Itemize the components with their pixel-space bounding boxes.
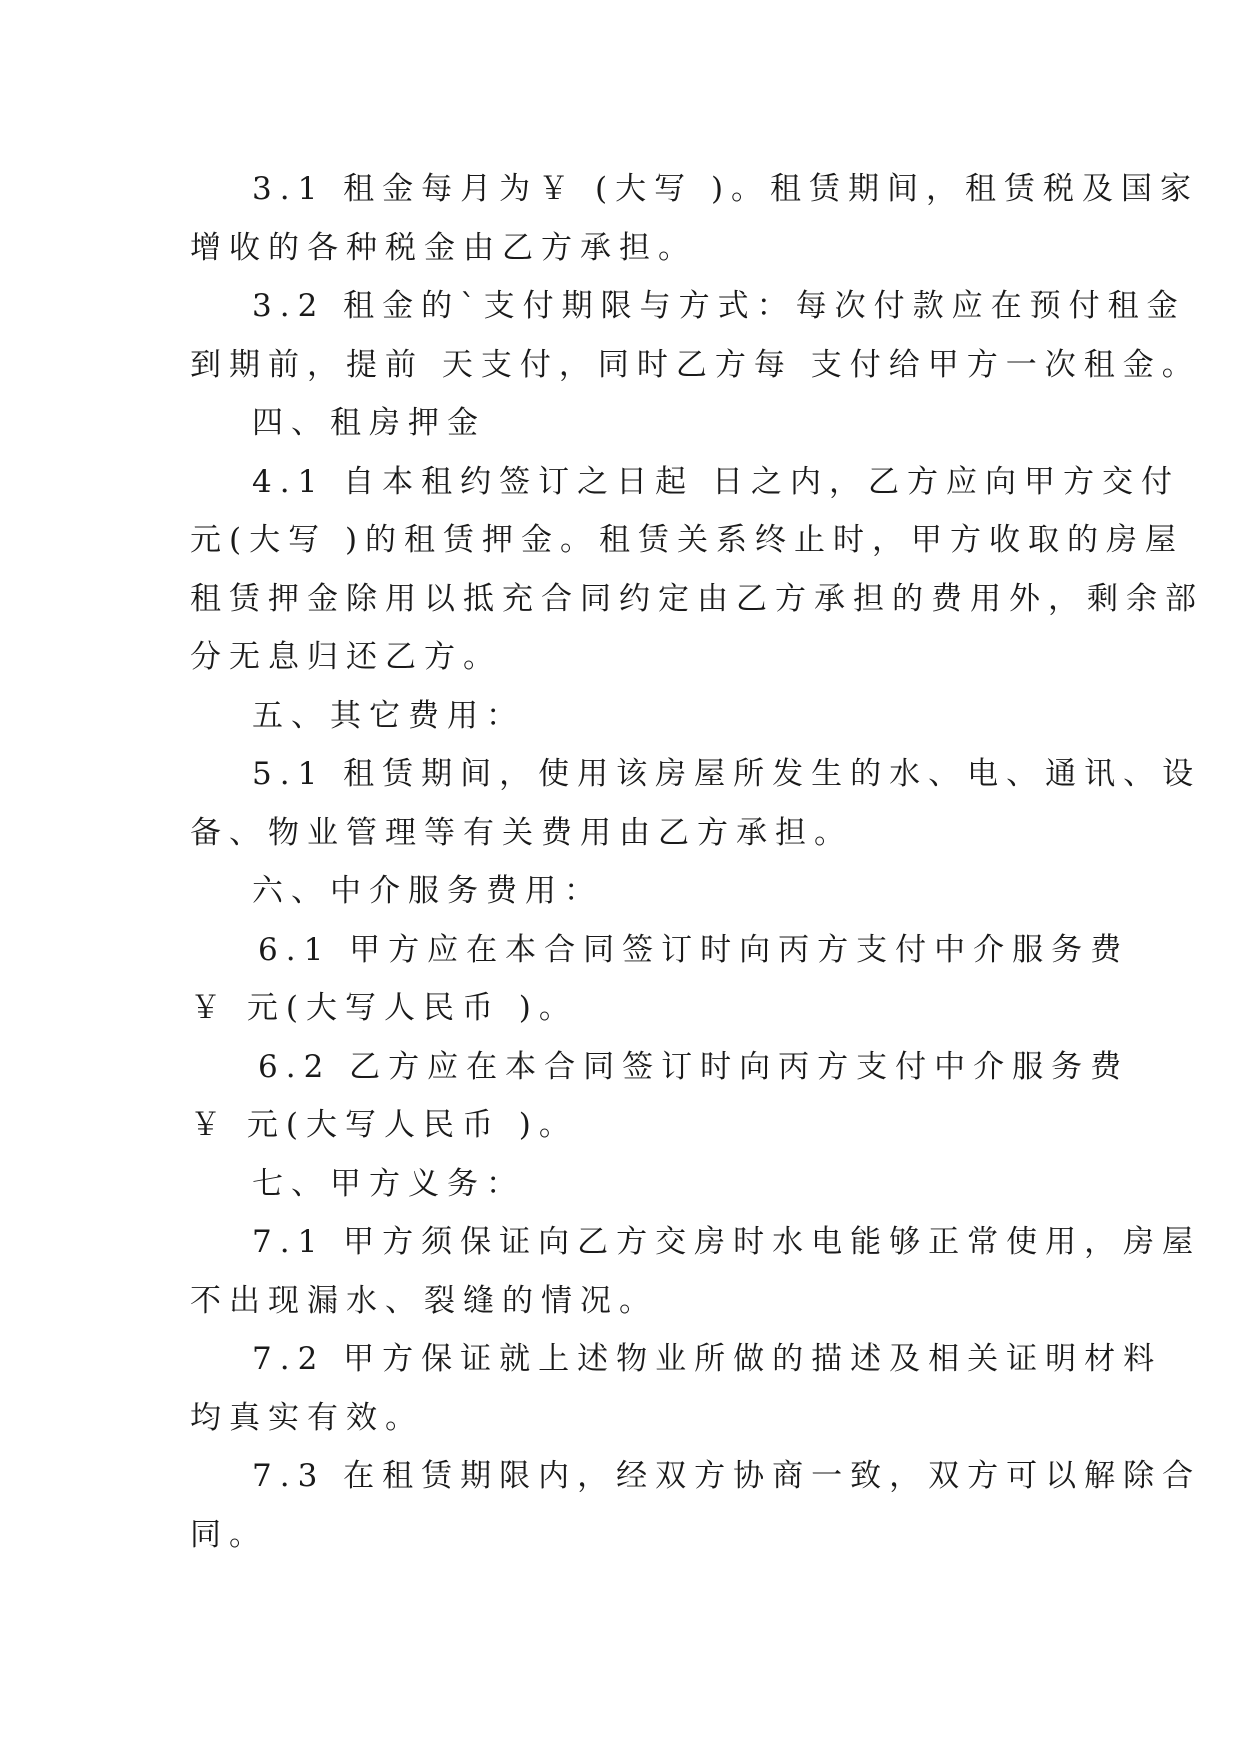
clause-4-1-line-3: 租赁押金除用以抵充合同约定由乙方承担的费用外，剩余部 [190, 580, 1204, 617]
clause-6-2-line-2: ￥ 元(大写人民币 )。 [190, 1107, 578, 1143]
clause-3-1-line-1: 3.1 租金每月为￥ (大写 )。租赁期间，租赁税及国家 [252, 171, 1200, 207]
clause-6-1-line-2: ￥ 元(大写人民币 )。 [190, 990, 578, 1026]
section-5-heading: 五、其它费用： [252, 697, 525, 734]
clause-7-3-line-2: 同。 [190, 1516, 268, 1553]
clause-4-1-line-4: 分无息归还乙方。 [190, 639, 502, 675]
clause-3-2-line-1: 3.2 租金的`支付期限与方式：每次付款应在预付租金 [252, 288, 1186, 324]
clause-6-1-line-1: 6.1 甲方应在本合同签订时向丙方支付中介服务费 [258, 931, 1130, 968]
section-7-heading: 七、甲方义务： [252, 1165, 525, 1202]
clause-3-2-line-2: 到期前，提前 天支付，同时乙方每 支付给甲方一次租金。 [190, 346, 1201, 383]
clause-5-1-line-1: 5.1 租赁期间，使用该房屋所发生的水、电、通讯、设 [252, 756, 1202, 792]
clause-3-1-line-2: 增收的各种税金由乙方承担。 [190, 229, 697, 266]
clause-6-2-line-1: 6.2 乙方应在本合同签订时向丙方支付中介服务费 [258, 1048, 1130, 1085]
clause-7-2-line-2: 均真实有效。 [190, 1399, 424, 1436]
document-body [190, 160, 1204, 1564]
clause-7-2-line-1: 7.2 甲方保证就上述物业所做的描述及相关证明材料 [252, 1341, 1163, 1377]
clause-4-1-line-1: 4.1 自本租约签订之日起 日之内，乙方应向甲方交付 [252, 463, 1181, 500]
clause-7-3-line-1: 7.3 在租赁期限内，经双方协商一致，双方可以解除合 [252, 1458, 1202, 1494]
clause-5-1-line-2: 备、物业管理等有关费用由乙方承担。 [190, 814, 853, 851]
clause-7-1-line-1: 7.1 甲方须保证向乙方交房时水电能够正常使用，房屋 [252, 1224, 1202, 1260]
section-4-heading: 四、租房押金 [252, 405, 486, 441]
clause-7-1-line-2: 不出现漏水、裂缝的情况。 [190, 1282, 658, 1319]
section-6-heading: 六、中介服务费用： [252, 873, 603, 909]
clause-4-1-line-2: 元(大写 )的租赁押金。租赁关系终止时，甲方收取的房屋 [190, 522, 1185, 558]
